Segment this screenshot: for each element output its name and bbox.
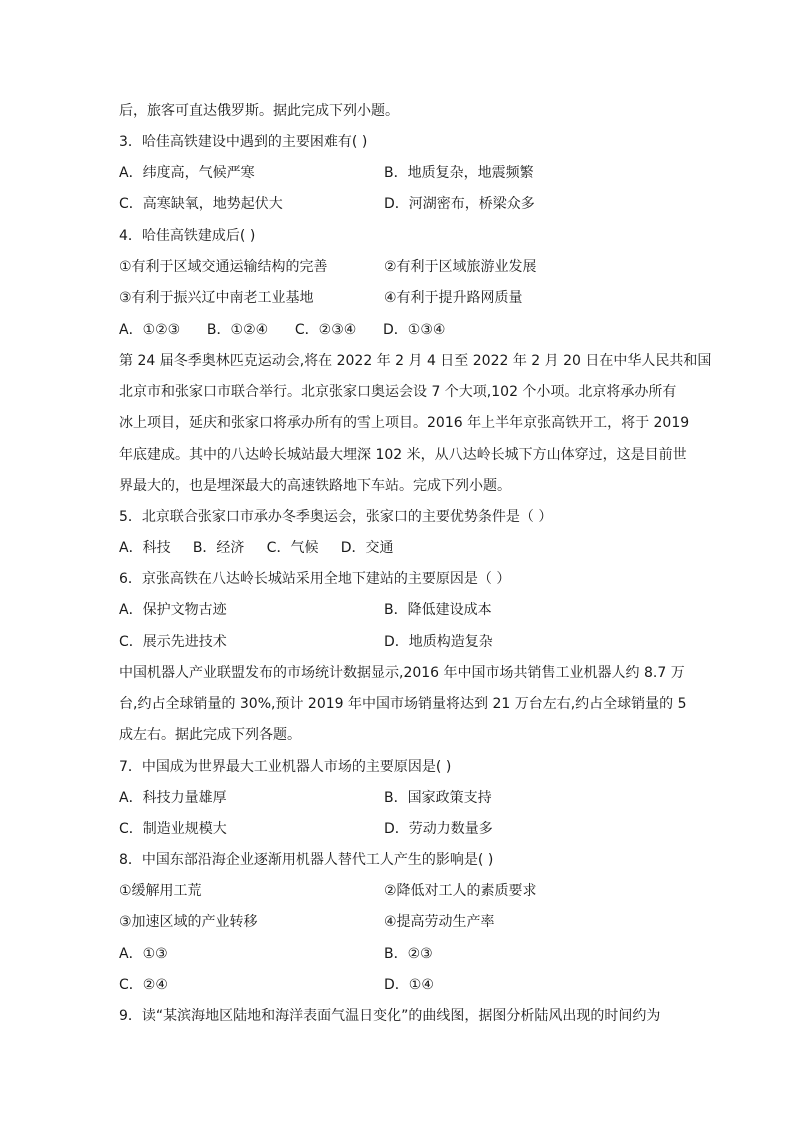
q8-option-b: B．②③ xyxy=(384,946,433,962)
q7-option-d: D．劳动力数量多 xyxy=(384,821,493,837)
q3-option-b: B．地质复杂，地震频繁 xyxy=(384,165,534,181)
q6-option-b: B．降低建设成本 xyxy=(384,602,492,618)
q8-option-d: D．①④ xyxy=(384,977,434,993)
q7-option-c: C．制造业规模大 xyxy=(119,821,227,837)
q4-options: A．①②③ B．①②④ C．②③④ D．①③④ xyxy=(119,322,446,338)
q8-statement-2: ②降低对工人的素质要求 xyxy=(384,883,537,899)
q6-stem: 6．京张高铁在八达岭长城站采用全地下建站的主要原因是（ ） xyxy=(119,571,511,587)
q8-stem: 8．中国东部沿海企业逐渐用机器人替代工人产生的影响是( ) xyxy=(119,852,494,868)
q5-stem: 5．北京联合张家口市承办冬季奥运会，张家口的主要优势条件是（ ） xyxy=(119,509,553,525)
passage2-line: 界最大的，也是埋深最大的高速铁路地下车站。完成下列小题。 xyxy=(119,478,511,494)
q3-option-d: D．河湖密布，桥梁众多 xyxy=(384,196,535,212)
q8-statement-1: ①缓解用工荒 xyxy=(119,883,202,899)
passage2-line: 北京市和张家口市联合举行。北京张家口奥运会设 7 个大项,102 个小项。北京将承办所有 xyxy=(119,384,677,400)
q8-statement-4: ④提高劳动生产率 xyxy=(384,914,495,930)
q4-statement-1: ①有利于区域交通运输结构的完善 xyxy=(119,259,328,275)
q4-statement-2: ②有利于区域旅游业发展 xyxy=(384,259,537,275)
q4-stem: 4．哈佳高铁建成后( ) xyxy=(119,228,256,244)
q6-option-d: D．地质构造复杂 xyxy=(384,634,493,650)
q8-option-c: C．②④ xyxy=(119,977,168,993)
q5-options: A．科技 B．经济 C．气候 D．交通 xyxy=(119,540,394,556)
q4-statement-3: ③有利于振兴辽中南老工业基地 xyxy=(119,290,314,306)
passage3-line: 中国机器人产业联盟发布的市场统计数据显示,2016 年中国市场共销售工业机器人约 8.7 万 xyxy=(119,665,685,681)
q8-option-a: A．①③ xyxy=(119,946,168,962)
q4-statement-4: ④有利于提升路网质量 xyxy=(384,290,523,306)
q7-option-b: B．国家政策支持 xyxy=(384,790,492,806)
q6-option-a: A．保护文物古迹 xyxy=(119,602,227,618)
q7-stem: 7．中国成为世界最大工业机器人市场的主要原因是( ) xyxy=(119,759,452,775)
passage2-line: 年底建成。其中的八达岭长城站最大埋深 102 米，从八达岭长城下方山体穿过，这是目前世 xyxy=(119,447,687,463)
q7-option-a: A．科技力量雄厚 xyxy=(119,790,227,806)
passage2-line: 第 24 届冬季奥林匹克运动会,将在 2022 年 2 月 4 日至 2022 年 2 月 20 日在中华人民共和国 xyxy=(119,353,712,369)
q8-statement-3: ③加速区域的产业转移 xyxy=(119,914,258,930)
q3-option-a: A．纬度高，气候严寒 xyxy=(119,165,255,181)
passage3-line: 成左右。据此完成下列各题。 xyxy=(119,727,301,743)
intro-line: 后，旅客可直达俄罗斯。据此完成下列小题。 xyxy=(119,103,399,119)
q9-stem: 9．读“某滨海地区陆地和海洋表面气温日变化”的曲线图，据图分析陆风出现的时间约为 xyxy=(119,1008,661,1024)
q3-stem: 3．哈佳高铁建设中遇到的主要困难有( ) xyxy=(119,134,368,150)
passage3-line: 台,约占全球销量的 30%,预计 2019 年中国市场销量将达到 21 万台左右,约占全球销量的 5 xyxy=(119,696,687,712)
q6-option-c: C．展示先进技术 xyxy=(119,634,227,650)
q3-option-c: C．高寒缺氧，地势起伏大 xyxy=(119,196,283,212)
passage2-line: 冰上项目，延庆和张家口将承办所有的雪上项目。2016 年上半年京张高铁开工，将于 2019 xyxy=(119,415,690,431)
